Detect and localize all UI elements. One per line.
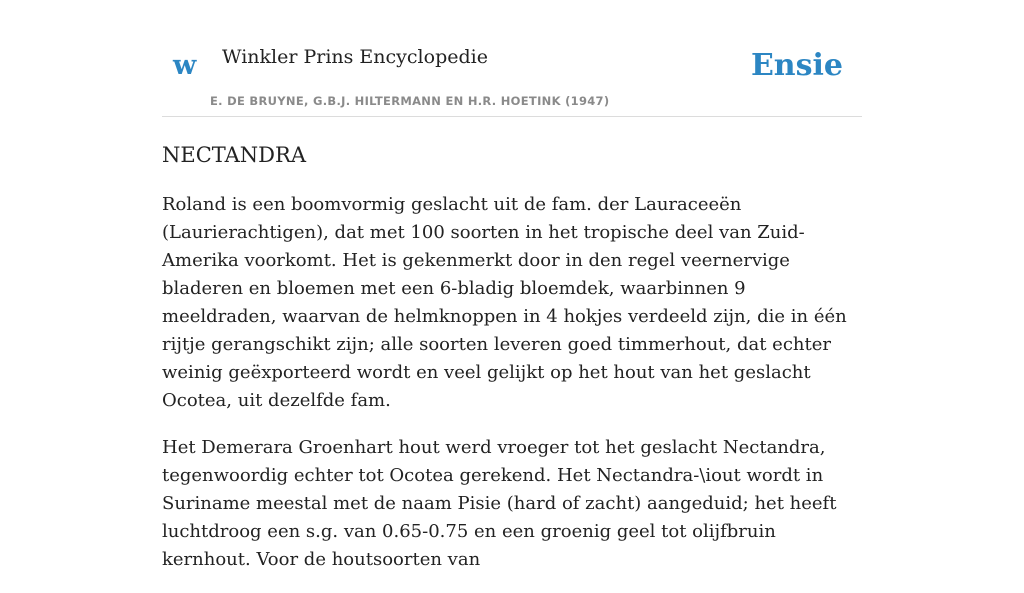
article-paragraph: Roland is een boomvormig geslacht uit de fam. der Lauraceeën (Laurierachtigen), dat met 100 soorten in het tropische deel van Zuid-Amerika voorkomt. Het is gekenmerkt door in den regel veernervige bladeren en bloemen met een 6-bladig bloemdek, waarbinnen 9 meeldraden, waarvan de helmknoppen in 4 hokjes verdeeld zijn, die in één rijtje gerangschikt zijn; alle soorten leveren goed timmerhout, dat echter weinig geëxporteerd wordt en veel gelijkt op het hout van het geslacht Ocotea, uit dezelfde fam. bbox=[162, 194, 847, 411]
source-title-link[interactable]: Winkler Prins Encyclopedie bbox=[222, 46, 488, 68]
article-content bbox=[162, 140, 862, 593]
source-logo[interactable]: w bbox=[173, 50, 197, 81]
source-header bbox=[162, 0, 862, 117]
ensie-logo-link[interactable]: Ensie bbox=[750, 48, 843, 83]
article-paragraph: Het Demerara Groenhart hout werd vroeger tot het geslacht Nectandra, tegenwoordig echter tot Ocotea gerekend. Het Nectandra-\iout wordt in Suriname meestal met de naam Pisie (hard of zacht) aangeduid; het heeft luchtdroog een s.g. van 0.65-0.75 en een groenig geel tot olijfbruin kernhout. Voor de houtsoorten van bbox=[162, 437, 837, 570]
article-title: NECTANDRA bbox=[162, 143, 306, 167]
source-authors: E. DE BRUYNE, G.B.J. HILTERMANN EN H.R. HOETINK (1947) bbox=[210, 94, 610, 108]
